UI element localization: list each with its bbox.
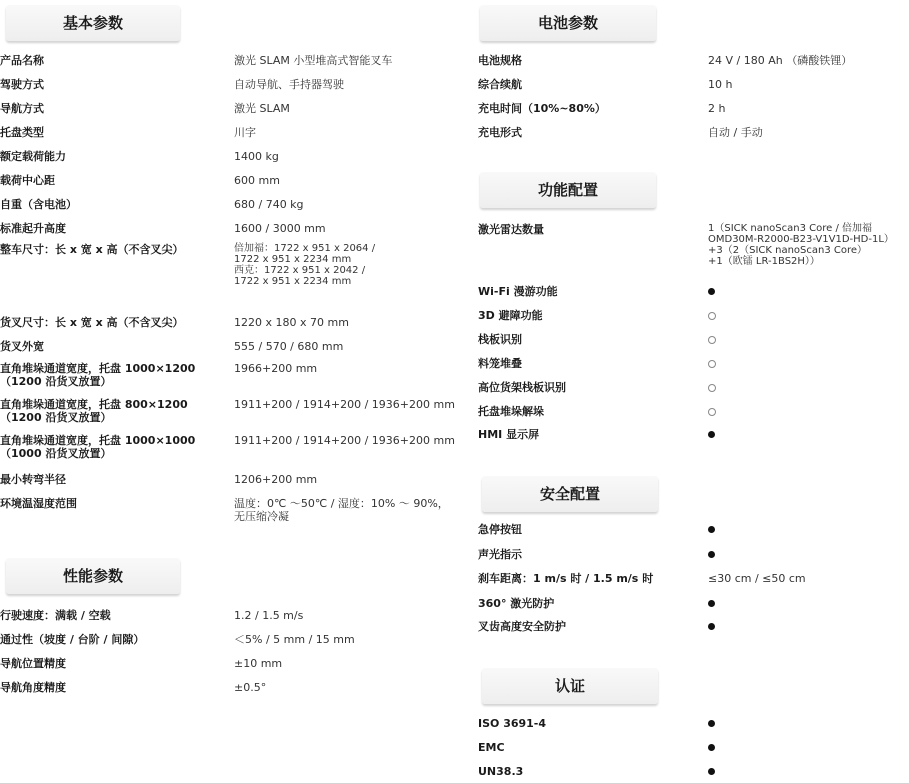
spec-label: 额定载荷能力 (0, 150, 66, 163)
spec-label: 最小转弯半径 (0, 473, 66, 486)
spec-mark (708, 523, 715, 536)
filled-dot-icon (708, 600, 715, 607)
spec-value: 1400 kg (234, 150, 279, 163)
spec-value: 自动导航、手持器驾驶 (234, 78, 344, 91)
spec-value: 1600 / 3000 mm (234, 222, 326, 235)
battery-params-header: 电池参数 (480, 5, 656, 41)
spec-label: 激光雷达数量 (478, 223, 544, 236)
spec-label: 料笼堆叠 (478, 357, 522, 370)
spec-value: 激光 SLAM 小型堆高式智能叉车 (234, 54, 393, 67)
filled-dot-icon (708, 720, 715, 727)
spec-value: 1911+200 / 1914+200 / 1936+200 mm (234, 434, 455, 447)
spec-label: UN38.3 (478, 765, 524, 778)
spec-label: 货叉外宽 (0, 340, 44, 353)
spec-value: 自动 / 手动 (708, 126, 763, 139)
spec-label: 行驶速度：满载 / 空载 (0, 609, 111, 622)
spec-mark (708, 357, 716, 371)
spec-label: 载荷中心距 (0, 174, 55, 187)
filled-dot-icon (708, 551, 715, 558)
spec-mark (708, 333, 716, 347)
spec-label: 高位货架栈板识别 (478, 381, 566, 394)
spec-value: 555 / 570 / 680 mm (234, 340, 344, 353)
spec-label: 导航方式 (0, 102, 44, 115)
spec-mark (708, 620, 715, 633)
spec-value: 1.2 / 1.5 m/s (234, 609, 304, 622)
spec-value: 1（SICK nanoScan3 Core / 倍加福 OMD30M-R2000-B23-V1V1D-HD-1L） +3（2（SICK nanoScan3 Core） +1（欧镭 LR-1BS2H）） (708, 223, 894, 267)
spec-value: 24 V / 180 Ah （磷酸铁锂） (708, 54, 853, 67)
spec-value: 680 / 740 kg (234, 198, 304, 211)
spec-label: 产品名称 (0, 54, 44, 67)
hollow-circle-icon (708, 336, 716, 344)
spec-label: 充电形式 (478, 126, 522, 139)
spec-value: 倍加福：1722 x 951 x 2064 / 1722 x 951 x 2234 mm 西克：1722 x 951 x 2042 / 1722 x 951 x 2234 mm (234, 243, 376, 287)
spec-mark (708, 717, 715, 730)
spec-label: 驾驶方式 (0, 78, 44, 91)
spec-label: 直角堆垛通道宽度，托盘 1000×1000 （1000 沿货叉放置） (0, 434, 196, 460)
spec-label: 自重（含电池） (0, 198, 77, 211)
spec-label: 托盘类型 (0, 126, 44, 139)
spec-mark (708, 309, 716, 323)
spec-label: 声光指示 (478, 548, 522, 561)
spec-label: EMC (478, 741, 505, 754)
spec-label: 刹车距离：1 m/s 时 / 1.5 m/s 时 (478, 572, 654, 585)
spec-mark (708, 765, 715, 778)
spec-label: 通过性（坡度 / 台阶 / 间隙） (0, 633, 145, 646)
spec-label: 电池规格 (478, 54, 522, 67)
filled-dot-icon (708, 744, 715, 751)
performance-params-header: 性能参数 (6, 558, 180, 594)
safety-config-header: 安全配置 (482, 476, 658, 512)
spec-label: ISO 3691-4 (478, 717, 547, 730)
spec-mark (708, 381, 716, 395)
spec-value: 激光 SLAM (234, 102, 290, 115)
hollow-circle-icon (708, 384, 716, 392)
filled-dot-icon (708, 768, 715, 775)
spec-value: ＜5% / 5 mm / 15 mm (234, 633, 355, 646)
spec-mark (708, 597, 715, 610)
certification-header: 认证 (482, 668, 658, 704)
spec-mark (708, 405, 716, 419)
spec-value: 600 mm (234, 174, 280, 187)
spec-value: 1911+200 / 1914+200 / 1936+200 mm (234, 398, 455, 411)
spec-value: 10 h (708, 78, 733, 91)
spec-mark (708, 285, 715, 298)
hollow-circle-icon (708, 312, 716, 320)
spec-value: ≤30 cm / ≤50 cm (708, 572, 806, 585)
function-config-header: 功能配置 (480, 172, 656, 208)
spec-value: 温度：0℃ ～50℃ / 湿度：10% ～ 90%， 无压缩冷凝 (234, 497, 449, 523)
basic-params-header: 基本参数 (6, 5, 180, 41)
spec-value: 1966+200 mm (234, 362, 318, 375)
spec-label: 导航角度精度 (0, 681, 66, 694)
spec-label: 整车尺寸：长 x 宽 x 高（不含叉尖） (0, 243, 184, 256)
spec-mark (708, 741, 715, 754)
spec-mark (708, 428, 715, 441)
spec-value: 川字 (234, 126, 256, 139)
spec-label: 环境温湿度范围 (0, 497, 77, 510)
spec-label: 直角堆垛通道宽度，托盘 800×1200 （1200 沿货叉放置） (0, 398, 188, 424)
spec-label: 360° 激光防护 (478, 597, 555, 610)
spec-label: 标准起升高度 (0, 222, 66, 235)
spec-label: 托盘堆垛解垛 (478, 405, 544, 418)
hollow-circle-icon (708, 360, 716, 368)
filled-dot-icon (708, 526, 715, 533)
spec-label: 直角堆垛通道宽度，托盘 1000×1200 （1200 沿货叉放置） (0, 362, 196, 388)
spec-label: 3D 避障功能 (478, 309, 543, 322)
spec-mark (708, 548, 715, 561)
spec-value: ±10 mm (234, 657, 283, 670)
spec-value: ±0.5° (234, 681, 267, 694)
spec-label: 充电时间（10%~80%） (478, 102, 606, 115)
spec-label: 导航位置精度 (0, 657, 66, 670)
spec-value: 2 h (708, 102, 726, 115)
spec-label: 综合续航 (478, 78, 522, 91)
spec-label: HMI 显示屏 (478, 428, 540, 441)
spec-label: 栈板识别 (478, 333, 522, 346)
spec-value: 1206+200 mm (234, 473, 318, 486)
spec-label: 急停按钮 (478, 523, 522, 536)
spec-label: 货叉尺寸：长 x 宽 x 高（不含叉尖） (0, 316, 184, 329)
hollow-circle-icon (708, 408, 716, 416)
filled-dot-icon (708, 623, 715, 630)
filled-dot-icon (708, 431, 715, 438)
filled-dot-icon (708, 288, 715, 295)
spec-label: Wi-Fi 漫游功能 (478, 285, 558, 298)
spec-value: 1220 x 180 x 70 mm (234, 316, 349, 329)
spec-label: 叉齿高度安全防护 (478, 620, 566, 633)
